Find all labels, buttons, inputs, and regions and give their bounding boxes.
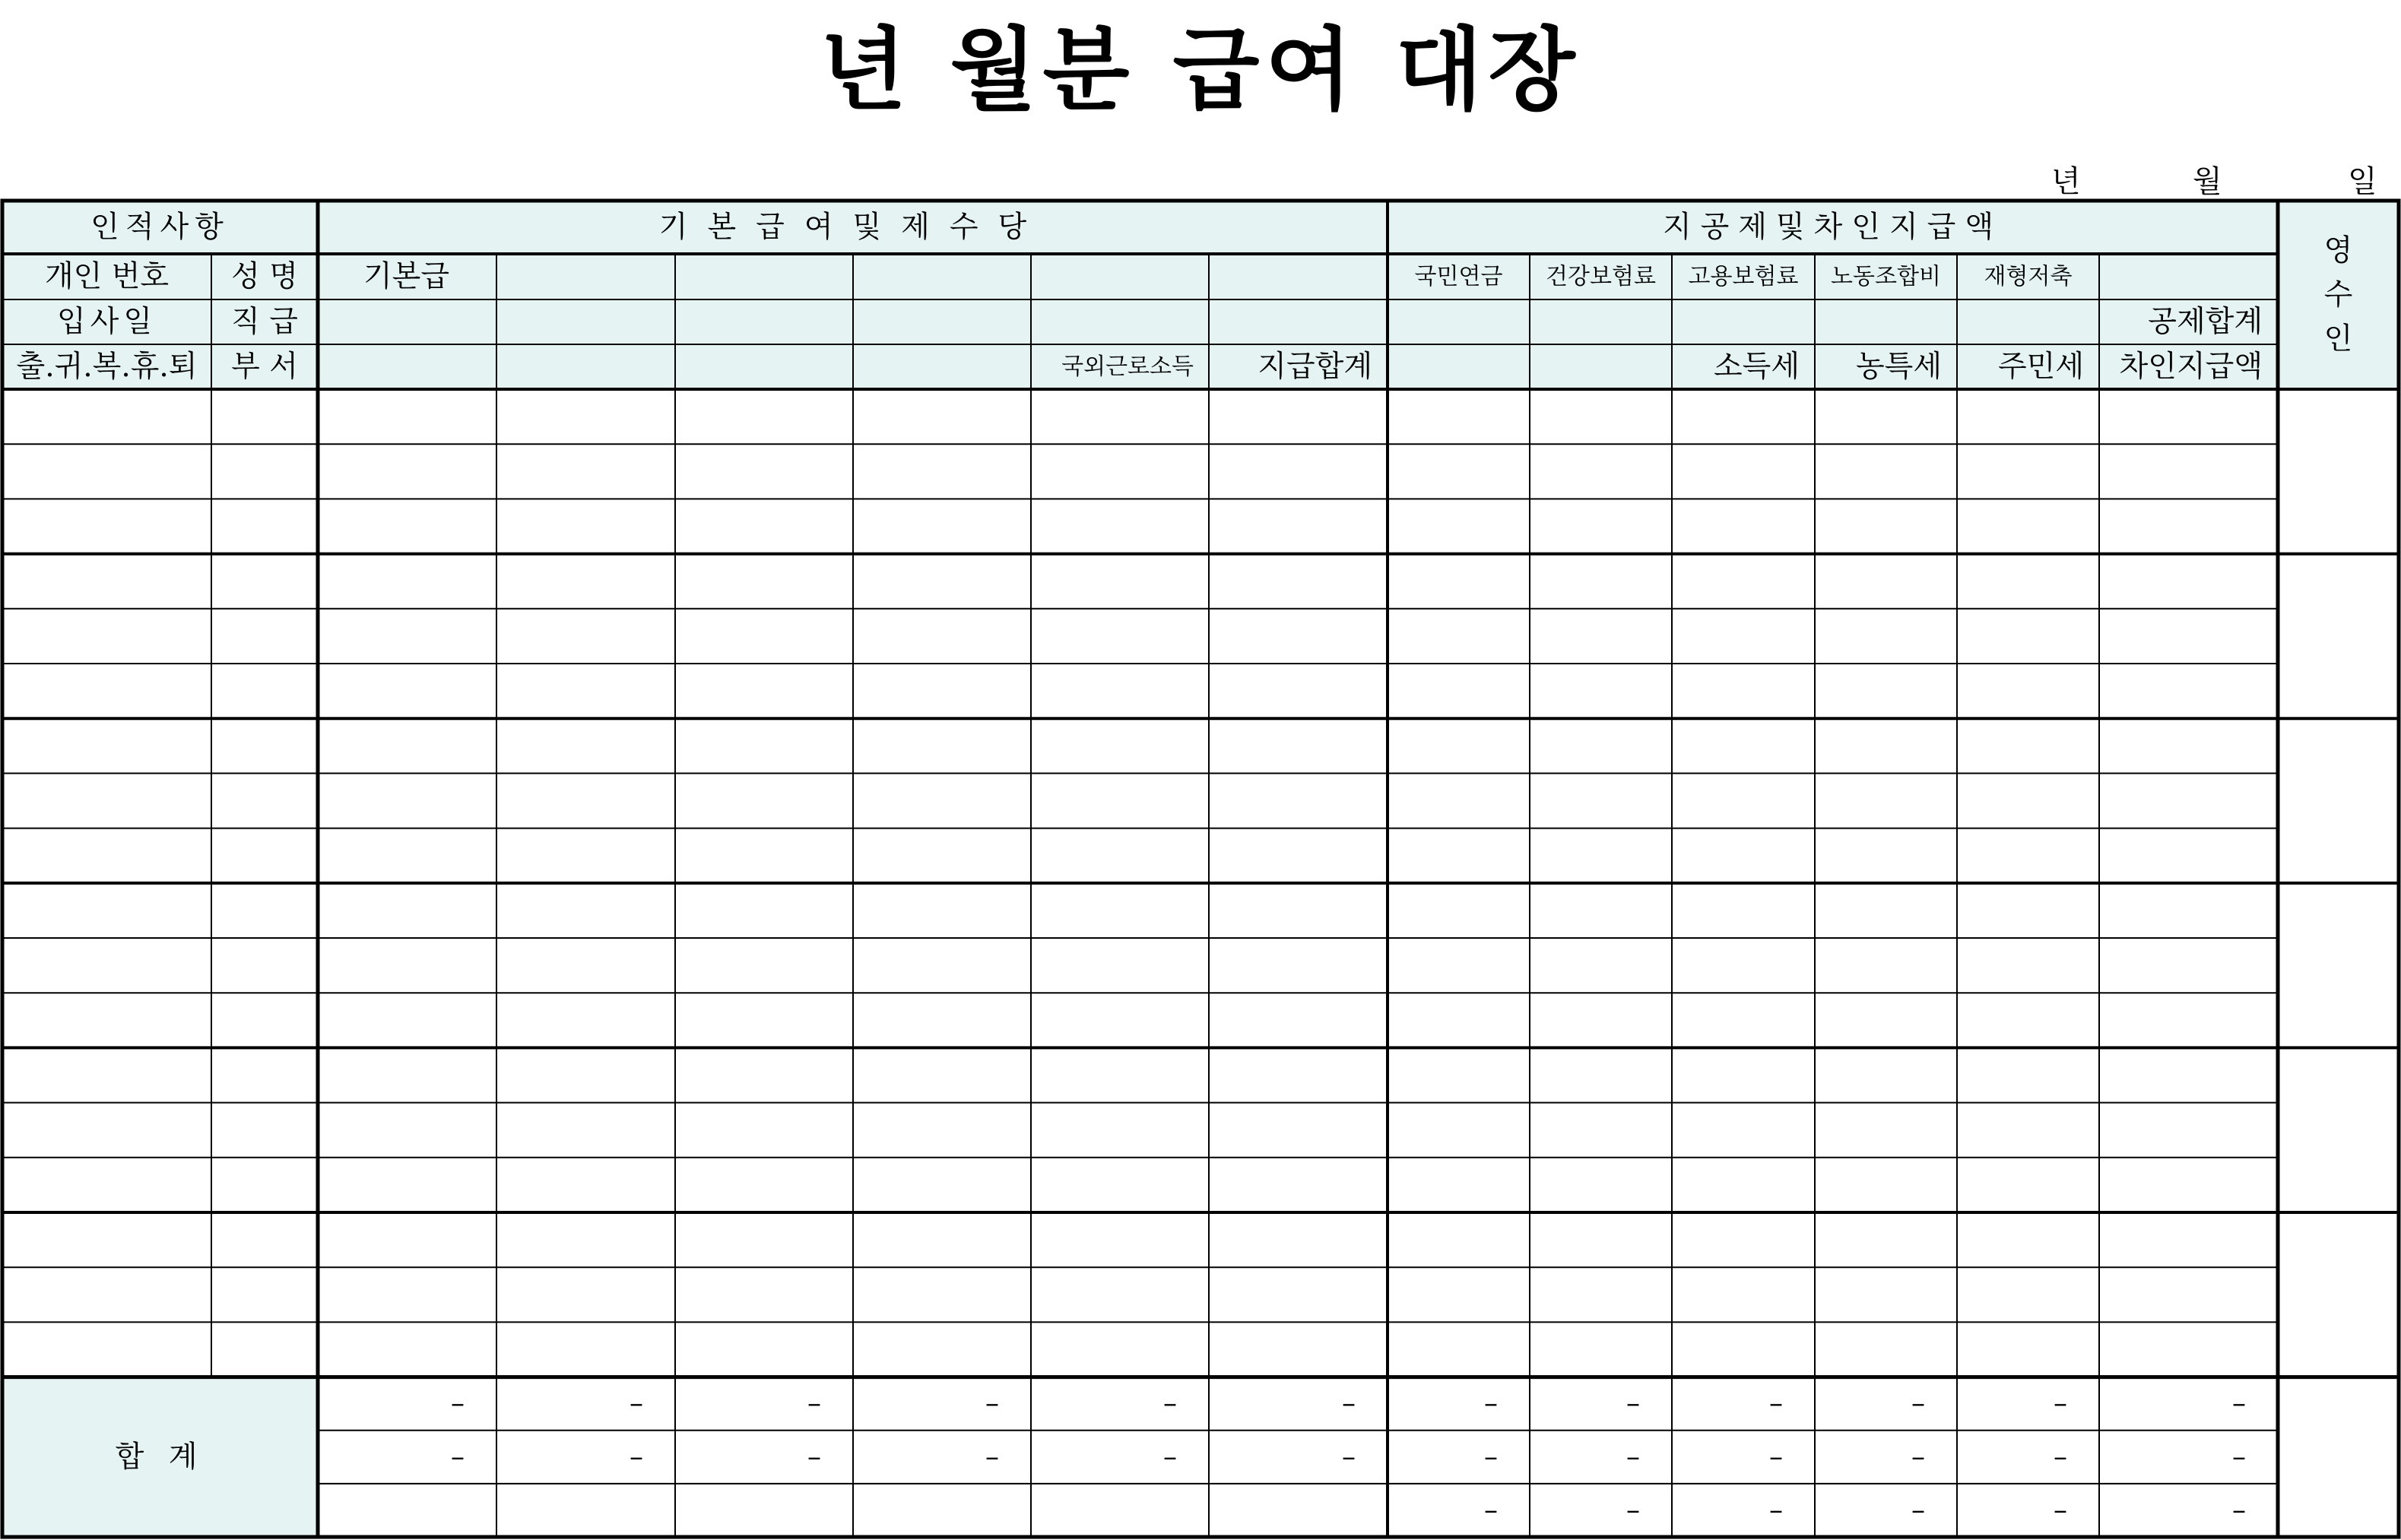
total-value-dash: – xyxy=(630,1388,643,1420)
total-value-dash: – xyxy=(1484,1388,1498,1420)
deduction-header-label: 국민연금 xyxy=(1414,263,1503,290)
total-value-dash: – xyxy=(1342,1388,1356,1420)
total-value-dash: – xyxy=(1769,1441,1783,1473)
personal-header-label: 입사일 xyxy=(56,305,157,339)
total-value-dash: – xyxy=(1163,1388,1177,1420)
total-value-dash: – xyxy=(1911,1494,1925,1526)
total-value-dash: – xyxy=(1626,1388,1640,1420)
personal-header-label: 성 명 xyxy=(231,259,298,294)
total-value-dash: – xyxy=(1626,1494,1640,1526)
total-value-dash: – xyxy=(2232,1441,2246,1473)
total-value-dash: – xyxy=(1342,1441,1356,1473)
receipt-header-char: 인 xyxy=(2323,322,2353,356)
total-value-dash: – xyxy=(1769,1388,1783,1420)
personal-header-label: 출.귀.복.휴.퇴 xyxy=(16,350,198,384)
group-header-basic-pay: 기본급여및제수당 xyxy=(658,210,1047,245)
deduction-header-label: 주민세 xyxy=(1997,350,2084,384)
deduction-header-label: 농특세 xyxy=(1855,350,1942,384)
group-header-deductions: 지공제및차인지급액 xyxy=(1662,210,2003,245)
deduction-header-label: 공제합계 xyxy=(2148,305,2263,339)
total-value-dash: – xyxy=(985,1441,999,1473)
total-value-dash: – xyxy=(1484,1441,1498,1473)
group-header-personal: 인적사항 xyxy=(90,210,230,245)
receipt-header-char: 수 xyxy=(2323,277,2353,312)
deduction-header-label: 고용보험료 xyxy=(1688,263,1799,290)
total-value-dash: – xyxy=(1911,1441,1925,1473)
date-year-label: 년 xyxy=(2051,164,2081,199)
total-label: 합 계 xyxy=(115,1440,205,1475)
total-value-dash: – xyxy=(1484,1494,1498,1526)
pay-header-label: 국외근로소득 xyxy=(1061,353,1194,380)
personal-header-label: 개인 번호 xyxy=(44,259,170,294)
total-value-dash: – xyxy=(807,1441,821,1473)
page-title: 년 월분 급여 대장 xyxy=(820,17,1581,122)
total-value-dash: – xyxy=(1769,1494,1783,1526)
pay-header-label: 기본급 xyxy=(363,259,450,294)
deduction-header-label: 소득세 xyxy=(1713,350,1800,384)
total-value-dash: – xyxy=(2054,1388,2067,1420)
personal-header-label: 부 서 xyxy=(231,350,298,384)
date-month-label: 월 xyxy=(2193,164,2222,199)
total-value-dash: – xyxy=(1163,1441,1177,1473)
pay-header-label: 지급합계 xyxy=(1258,350,1372,384)
total-value-dash: – xyxy=(630,1441,643,1473)
deduction-header-label: 차인지급액 xyxy=(2119,350,2263,384)
total-value-dash: – xyxy=(2232,1388,2246,1420)
total-value-dash: – xyxy=(985,1388,999,1420)
deduction-header-label: 재형저축 xyxy=(1984,263,2073,290)
total-value-dash: – xyxy=(1626,1441,1640,1473)
receipt-header-char: 영 xyxy=(2323,233,2353,268)
total-value-dash: – xyxy=(2232,1494,2246,1526)
total-value-dash: – xyxy=(1911,1388,1925,1420)
personal-header-label: 직 급 xyxy=(231,305,298,339)
deduction-header-label: 노동조합비 xyxy=(1831,263,1941,290)
total-value-dash: – xyxy=(2054,1494,2067,1526)
total-value-dash: – xyxy=(807,1388,821,1420)
total-value-dash: – xyxy=(2054,1441,2067,1473)
total-value-dash: – xyxy=(451,1388,465,1420)
date-day-label: 일 xyxy=(2348,164,2377,199)
total-value-dash: – xyxy=(451,1441,465,1473)
deduction-header-label: 건강보험료 xyxy=(1546,263,1656,290)
